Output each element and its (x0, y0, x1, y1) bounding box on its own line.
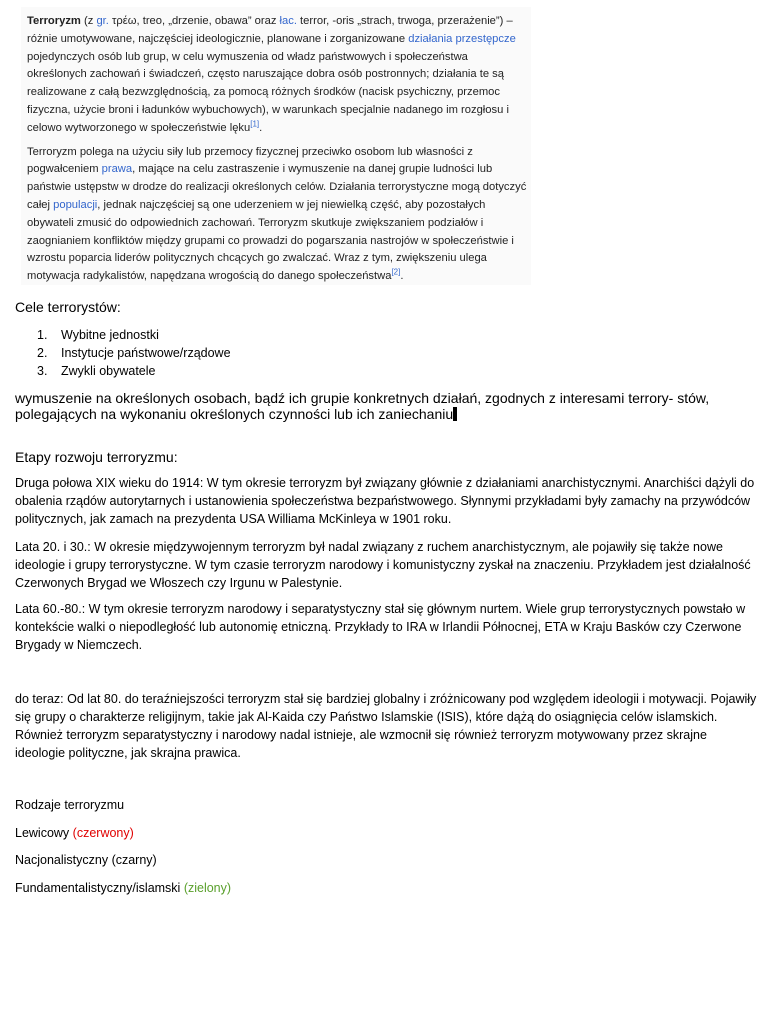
stage-paragraph-4: do teraz: Od lat 80. do teraźniejszości terroryzm stał się bardziej globalny i zróżnicowany pod względem ideologii i motywacji. Pojawiły się grupy o charakterze religijnym, takie jak Al-Kaida czy Państwo Islamskie (ISIS), które dążą do osiągnięcia celów islamskich. Również terroryzm separatystyczny i narodowy nadal istnieje, ale wzmocnił się również terroryzm motywowany przez skrajne ideologie polityczne, jak skrajna prawica. (15, 692, 757, 760)
wiki-paragraph-1: Terroryzm (z gr. τρέω, treo, „drzenie, obawa” oraz łac. terror, -oris „strach, trwoga, przerażenie”) – różnie umotywowane, najczęściej ideologicznie, planowane i zorganizowane działania przestępcze pojedynczych osób lub grup, w celu wymuszenia od władz państwowych i społeczeństwa określonych zachowań i świadczeń, często naruszające dobra osób postronnych; działania te są realizowane z całą bezwzględnością, za pomocą różnych środków (nacisk psychiczny, przemoc fizyczna, użycie broni i ładunków wybuchowych), w warunkach specjalnie nadanego im rozgłosu i celowo wytworzonego w społeczeństwie lęku[1]. (27, 15, 516, 134)
stages-heading: Etapy rozwoju terroryzmu: (15, 449, 178, 465)
type-lewicowy-color: (czerwony) (72, 826, 134, 840)
stage-paragraph-2: Lata 20. i 30.: W okresie międzywojennym terroryzm był nadal związany z ruchem anarchistycznym, ale pojawiły się także nowe ideologie i grupy terrorystyczne. W tym czasie terroryzm narodowy i komunistyczny zyskał na znaczeniu. Przykładem jest działalność Czerwonych Brygad we Włoszech czy Irgunu w Palestynie. (15, 540, 751, 590)
link-populacji[interactable]: populacji (53, 198, 98, 211)
list-item: 1. Wybitne jednostki (37, 328, 159, 342)
stage-paragraph-1: Druga połowa XIX wieku do 1914: W tym okresie terroryzm był związany głównie z działaniami anarchistycznymi. Anarchiści dążyli do obalenia rządów autorytarnych i ustanowienia społeczeństwa bezpaństwowego. Słynnymi przykładami były zamachy na przywódców politycznych, jak zamach na prezydenta USA Williama McKinleya w 1901 roku. (15, 476, 755, 526)
link-prawa[interactable]: prawa (101, 163, 133, 176)
goals-list (15, 326, 231, 380)
stage-paragraph-3: Lata 60.-80.: W tym okresie terroryzm narodowy i separatystyczny stał się głównym nurtem. Wiele grup terrorystycznych powstało w kontekście walki o niepodległość lub autonomię etniczną. Przykłady to IRA w Irlandii Północnej, ETA w Kraju Basków czy Czerwone Brygady w Niemczech. (15, 602, 746, 652)
ref-2[interactable]: [2] (391, 267, 401, 277)
text-cursor (453, 407, 457, 421)
types-heading: Rodzaje terroryzmu (15, 798, 125, 812)
goals-heading: Cele terrorystów: (15, 299, 121, 315)
list-item: 2. Instytucje państwowe/rządowe (37, 346, 231, 360)
type-fundamentalistyczny-color: (zielony) (183, 881, 232, 895)
link-dzialania-przestepcze[interactable]: działania przestępcze (408, 32, 516, 45)
type-nacjonalistyczny: Nacjonalistyczny (czarny) (15, 853, 157, 867)
term-terroryzm: Terroryzm (27, 15, 81, 27)
link-gr[interactable]: gr. (96, 15, 109, 27)
wymuszenie-paragraph: wymuszenie na określonych osobach, bądź ich grupie konkretnych działań, zgodnych z interesami terrory- stów, polegających na wykonaniu określonych czynności lub ich zaniechaniu (15, 390, 710, 422)
wiki-paragraph-2: Terroryzm polega na użyciu siły lub przemocy fizycznej przeciwko osobom lub własności z pogwałceniem prawa, mające na celu zastraszenie i wymuszenie na danej grupie ludności lub państwie ustępstw w drodze do realizacji określonych celów. Działania terrorystyczne mogą dotyczyć całej populacji, jednak najczęściej są one uderzeniem w jej niewielką część, aby pozostałych obywateli zmusić do odpowiednich zachowań. Terroryzm skutkuje zwiększaniem podziałów i zaognianiem konfliktów między grupami co prowadzi do pogarszania nastrojów w społeczeństwie i wzrostu poparcia liderów politycznych chcących go zwalczać. Wraz z tym, zwiększeniu ulega motywacja radykalistów, napędzana wrogością do danego społeczeństwa[2]. (27, 145, 527, 283)
type-fundamentalistyczny: Fundamentalistyczny/islamski (zielony) (15, 881, 232, 895)
list-item: 3. Zwykli obywatele (37, 364, 156, 378)
wiki-definition-image (21, 7, 531, 285)
ref-1[interactable]: [1] (250, 119, 260, 129)
link-lac[interactable]: łac. (279, 15, 297, 27)
type-lewicowy: Lewicowy (czerwony) (15, 826, 134, 840)
